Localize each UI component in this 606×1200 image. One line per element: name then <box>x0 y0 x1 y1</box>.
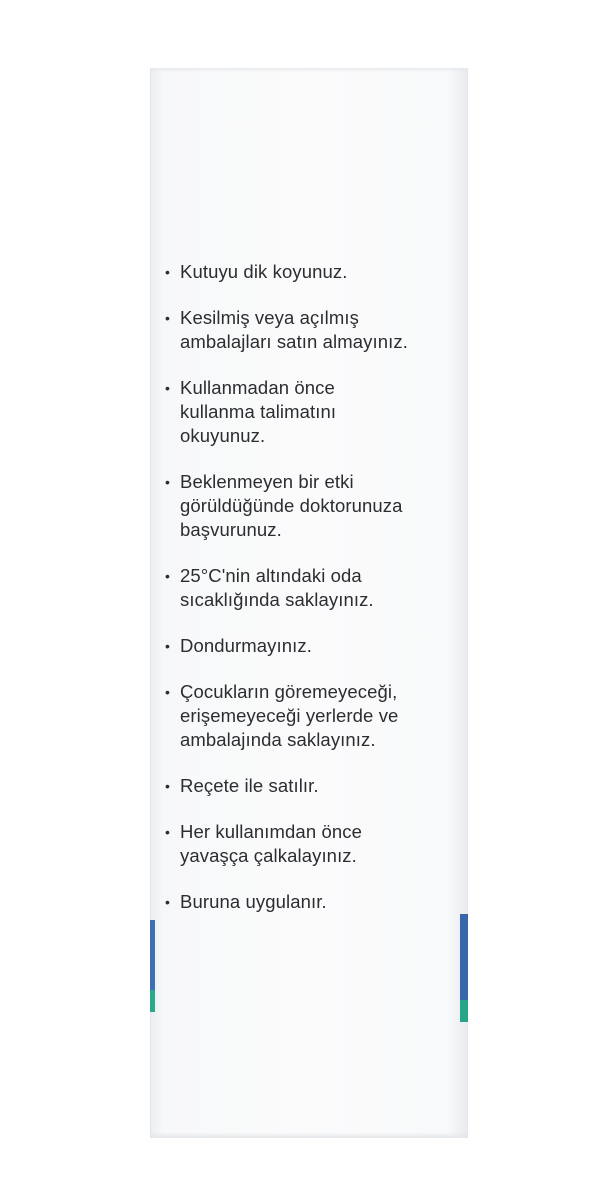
box-bottom-edge <box>151 1132 467 1138</box>
list-item <box>165 564 461 612</box>
item-line: 25°C'nin altındaki oda <box>180 565 362 586</box>
bullet-icon: • <box>165 778 171 794</box>
item-line: başvurunuz. <box>180 519 282 540</box>
bullet-icon: • <box>165 684 171 700</box>
item-line: yavaşça çalkalayınız. <box>180 845 357 866</box>
instructions-list <box>165 260 461 936</box>
bullet-icon: • <box>165 894 171 910</box>
left-green-stripe <box>150 990 155 1012</box>
bullet-icon: • <box>165 824 171 840</box>
item-line: Kesilmiş veya açılmış <box>180 307 359 328</box>
item-line: Kullanmadan önce <box>180 377 335 398</box>
list-item <box>165 774 461 798</box>
item-line: ambalajları satın almayınız. <box>180 331 408 352</box>
list-item <box>165 306 461 354</box>
item-line: Dondurmayınız. <box>180 635 312 656</box>
list-item <box>165 890 461 914</box>
list-item <box>165 680 461 752</box>
right-blue-stripe <box>460 914 468 1000</box>
item-line: Beklenmeyen bir etki <box>180 471 354 492</box>
left-blue-stripe <box>150 920 155 990</box>
item-line: Kutuyu dik koyunuz. <box>180 261 348 282</box>
bullet-icon: • <box>165 264 171 280</box>
bullet-icon: • <box>165 474 171 490</box>
medicine-box-side-panel <box>150 68 468 1138</box>
list-item <box>165 260 461 284</box>
item-line: Buruna uygulanır. <box>180 891 327 912</box>
bullet-icon: • <box>165 310 171 326</box>
item-line: okuyunuz. <box>180 425 266 446</box>
item-line: ambalajında saklayınız. <box>180 729 376 750</box>
item-line: erişemeyeceği yerlerde ve <box>180 705 399 726</box>
item-line: sıcaklığında saklayınız. <box>180 589 374 610</box>
item-line: görüldüğünde doktorunuza <box>180 495 403 516</box>
list-item <box>165 634 461 658</box>
box-top-edge <box>151 68 467 72</box>
bullet-icon: • <box>165 638 171 654</box>
list-item <box>165 470 461 542</box>
right-green-stripe <box>460 1000 468 1022</box>
bullet-icon: • <box>165 568 171 584</box>
item-line: Reçete ile satılır. <box>180 775 319 796</box>
list-item <box>165 376 461 448</box>
list-item <box>165 820 461 868</box>
bullet-icon: • <box>165 380 171 396</box>
item-line: Her kullanımdan önce <box>180 821 362 842</box>
item-line: Çocukların göremeyeceği, <box>180 681 398 702</box>
item-line: kullanma talimatını <box>180 401 337 422</box>
